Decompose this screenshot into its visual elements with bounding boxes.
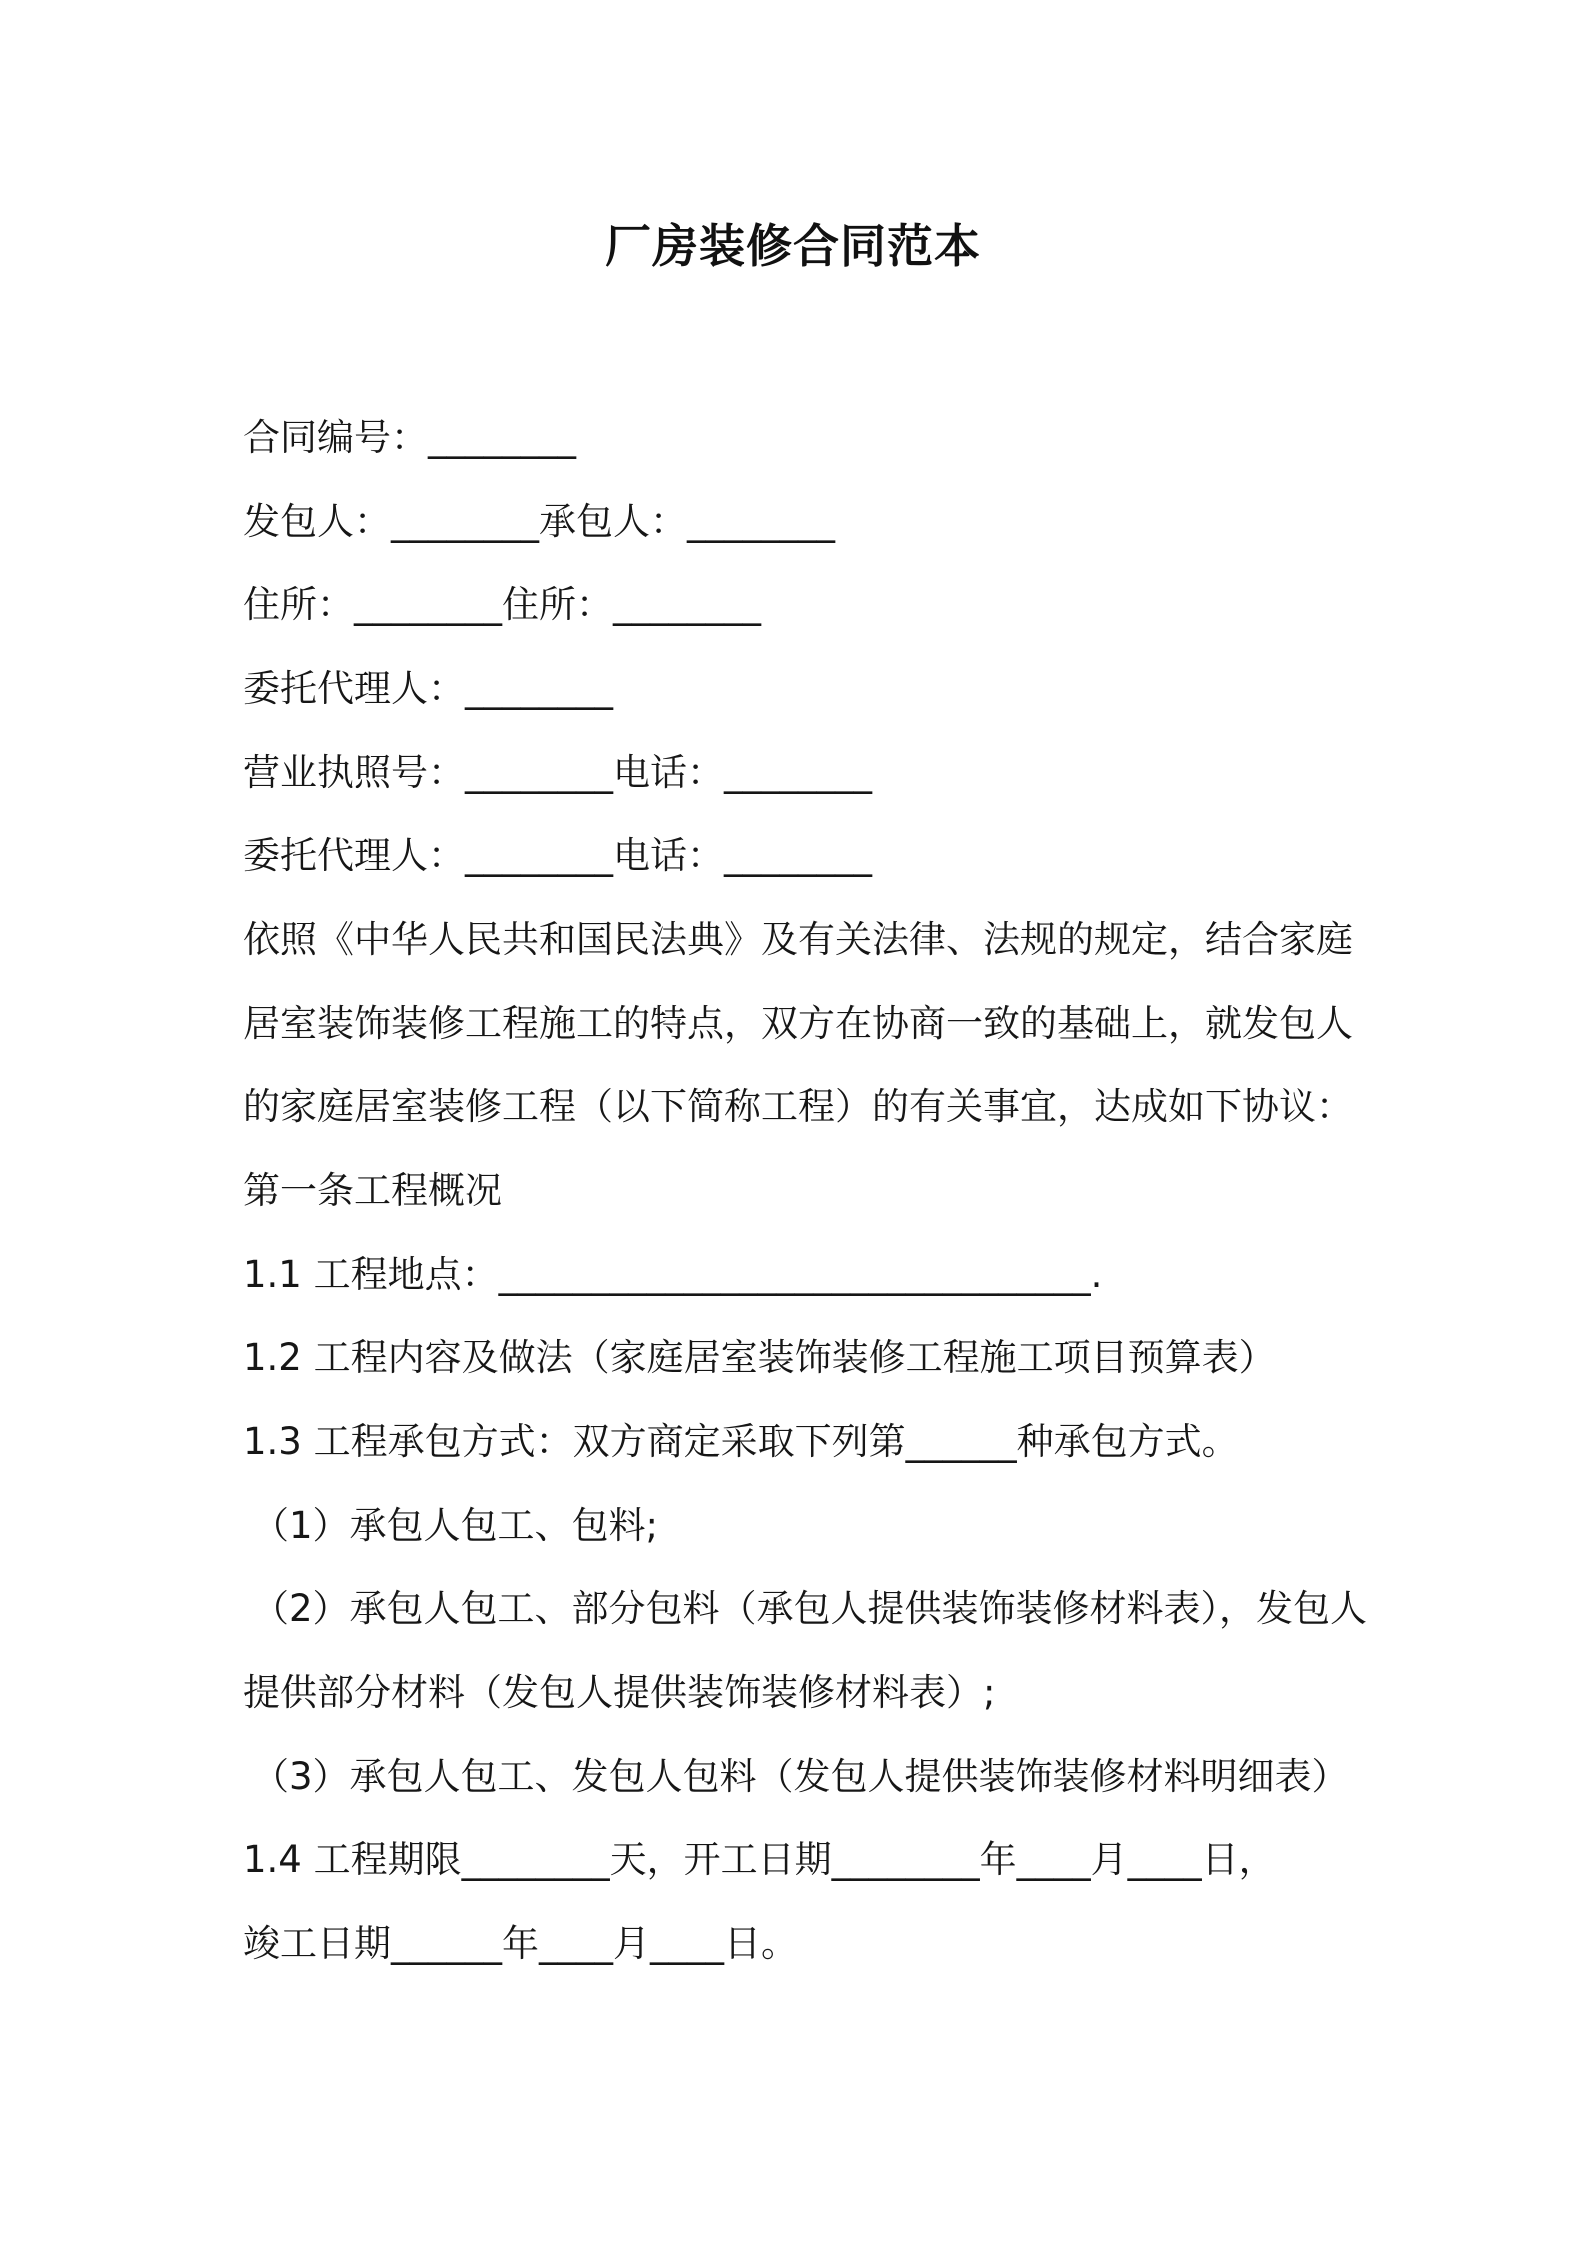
agent-phone-line: 委托代理人：________电话：________: [243, 834, 872, 877]
clause-1-2: 1.2 工程内容及做法（家庭居室装饰装修工程施工项目预算表）: [243, 1336, 1276, 1379]
article-1-heading: 第一条工程概况: [243, 1169, 502, 1212]
clause-1-1: 1.1 工程地点：________________________________.: [243, 1253, 1103, 1296]
option-2-line-2: 提供部分材料（发包人提供装饰装修材料表）;: [243, 1671, 996, 1714]
clause-1-4-line-1: 1.4 工程期限________天，开工日期________年____月____日，: [243, 1838, 1276, 1881]
option-3: （3）承包人包工、发包人包料（发包人提供装饰装修材料明细表）: [252, 1755, 1349, 1798]
preamble-line-1: 依照《中华人民共和国民法典》及有关法律、法规的规定，结合家庭: [243, 918, 1353, 961]
option-1: （1）承包人包工、包料;: [252, 1504, 659, 1547]
agent-line: 委托代理人：________: [243, 667, 613, 710]
preamble-line-2: 居室装饰装修工程施工的特点，双方在协商一致的基础上，就发包人: [243, 1002, 1353, 1045]
document-title: 厂房装修合同范本: [605, 219, 981, 273]
option-2-line-1: （2）承包人包工、部分包料（承包人提供装饰装修材料表），发包人: [252, 1587, 1368, 1630]
preamble-line-3: 的家庭居室装修工程（以下简称工程）的有关事宜，达成如下协议：: [243, 1085, 1353, 1128]
contract-number-line: 合同编号：________: [243, 416, 576, 459]
clause-1-4-line-2: 竣工日期______年____月____日。: [243, 1922, 798, 1965]
parties-line: 发包人：________承包人：________: [243, 500, 835, 543]
address-line: 住所：________住所：________: [243, 583, 761, 626]
license-phone-line: 营业执照号：________电话：________: [243, 751, 872, 794]
clause-1-3: 1.3 工程承包方式：双方商定采取下列第______种承包方式。: [243, 1420, 1239, 1463]
